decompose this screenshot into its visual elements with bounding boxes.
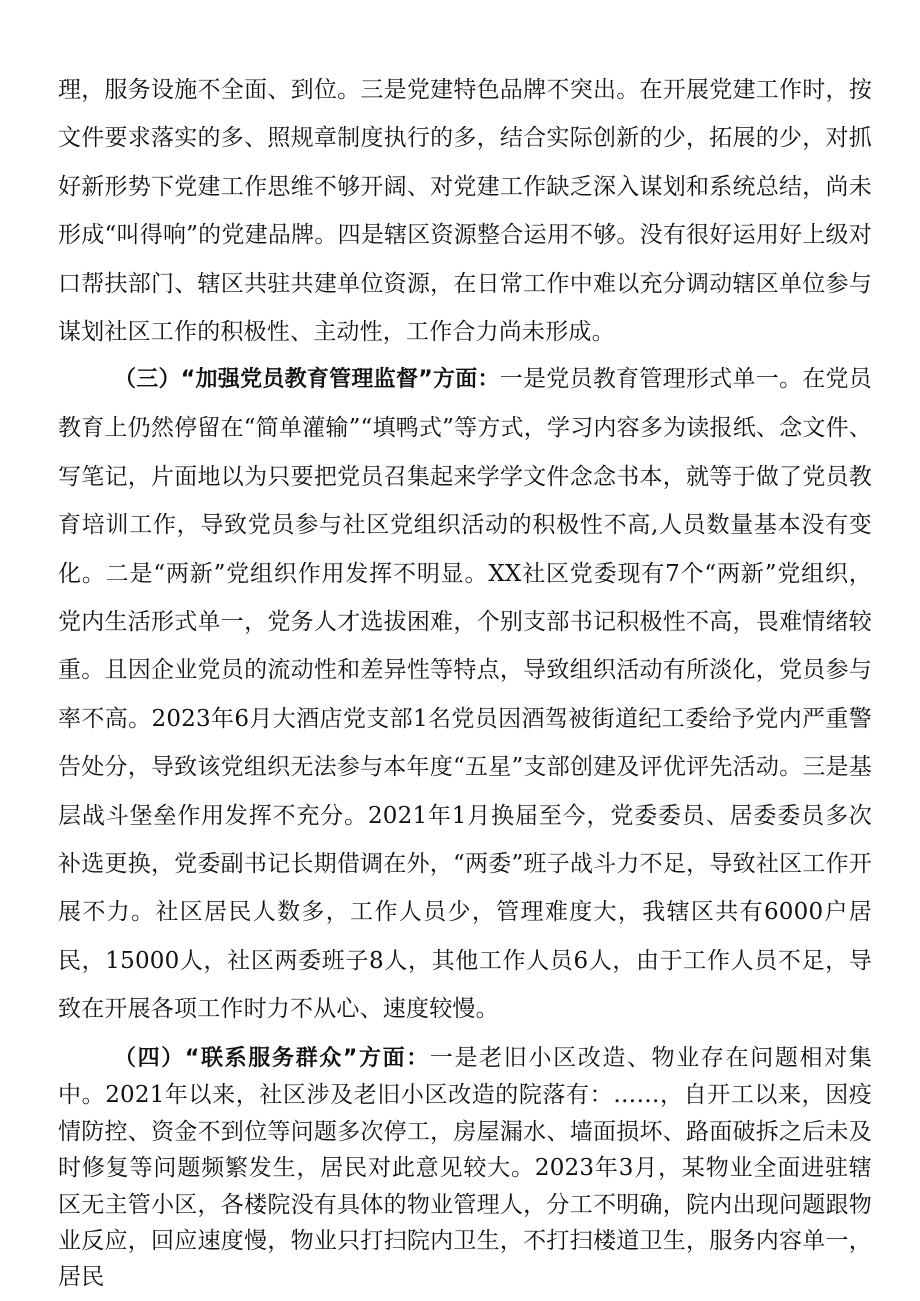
section-party-member-education bbox=[58, 355, 872, 1034]
paragraph-branding-resources: 理，服务设施不全面、到位。三是党建特色品牌不突出。在开展党建工作时，按文件要求落实的多、照规章制度执行的多，结合实际创新的少，拓展的少，对抓好新形势下党建工作思维不够开阔、对党建工作缺乏深入谋划和系统总结，尚未形成“叫得响”的党建品牌。四是辖区资源整合运用不够。没有很好运用好上级对口帮扶部门、辖区共驻共建单位资源，在日常工作中难以充分调动辖区单位参与谋划社区工作的积极性、主动性，工作合力尚未形成。 bbox=[58, 77, 872, 346]
section-heading-3: （三）“加强党员教育管理监督”方面： bbox=[114, 367, 500, 392]
section-body-3: 一是党员教育管理形式单一。在党员教育上仍然停留在“简单灌输”“填鸭式”等方式，学习内容多为读报纸、念文件、写笔记，片面地以为只要把党员召集起来学学文件念念书本，就等于做了党员教育培训工作，导致党员参与社区党组织活动的积极性不高,人员数量基本没有变化。二是“两新”党组织作用发挥不明显。XX社区党委现有7个“两新”党组织，党内生活形式单一，党务人才选拔困难，个别支部书记积极性不高，畏难情绪较重。且因企业党员的流动性和差异性等特点，导致组织活动有所淡化，党员参与率不高。2023年6月大酒店党支部1名党员因酒驾被街道纪工委给予党内严重警告处分，导致该党组织无法参与本年度“五星”支部创建及评优评先活动。三是基层战斗堡垒作用发挥不充分。2021年1月换届至今，党委委员、居委委员多次补选更换，党委副书记长期借调在外，“两委”班子战斗力不足，导致社区工作开展不力。社区居民人数多，工作人员少，管理难度大，我辖区共有6000户居民，15000人，社区两委班子8人，其他工作人员6人，由于工作人员不足，导致在开展各项工作时力不从心、速度较慢。 bbox=[58, 366, 872, 1023]
section-body-4: 一是老旧小区改造、物业存在问题相对集中。2021年以来，社区涉及老旧小区改造的院落有：……，自开工以来，因疫情防控、资金不到位等问题多次停工，房屋漏水、墙面损坏、路面破拆之后未及时修复等问题频繁发生，居民对此意见较大。2023年3月，某物业全面进驻辖区无主管小区，各楼院没有具体的物业管理人，分工不明确，院内出现问题跟物业反应，回应速度慢，物业只打扫院内卫生，不打扫楼道卫生，服务内容单一，居民 bbox=[58, 1045, 872, 1291]
section-heading-4: （四）“联系服务群众”方面： bbox=[114, 1046, 430, 1071]
section-serving-masses bbox=[58, 1040, 872, 1296]
